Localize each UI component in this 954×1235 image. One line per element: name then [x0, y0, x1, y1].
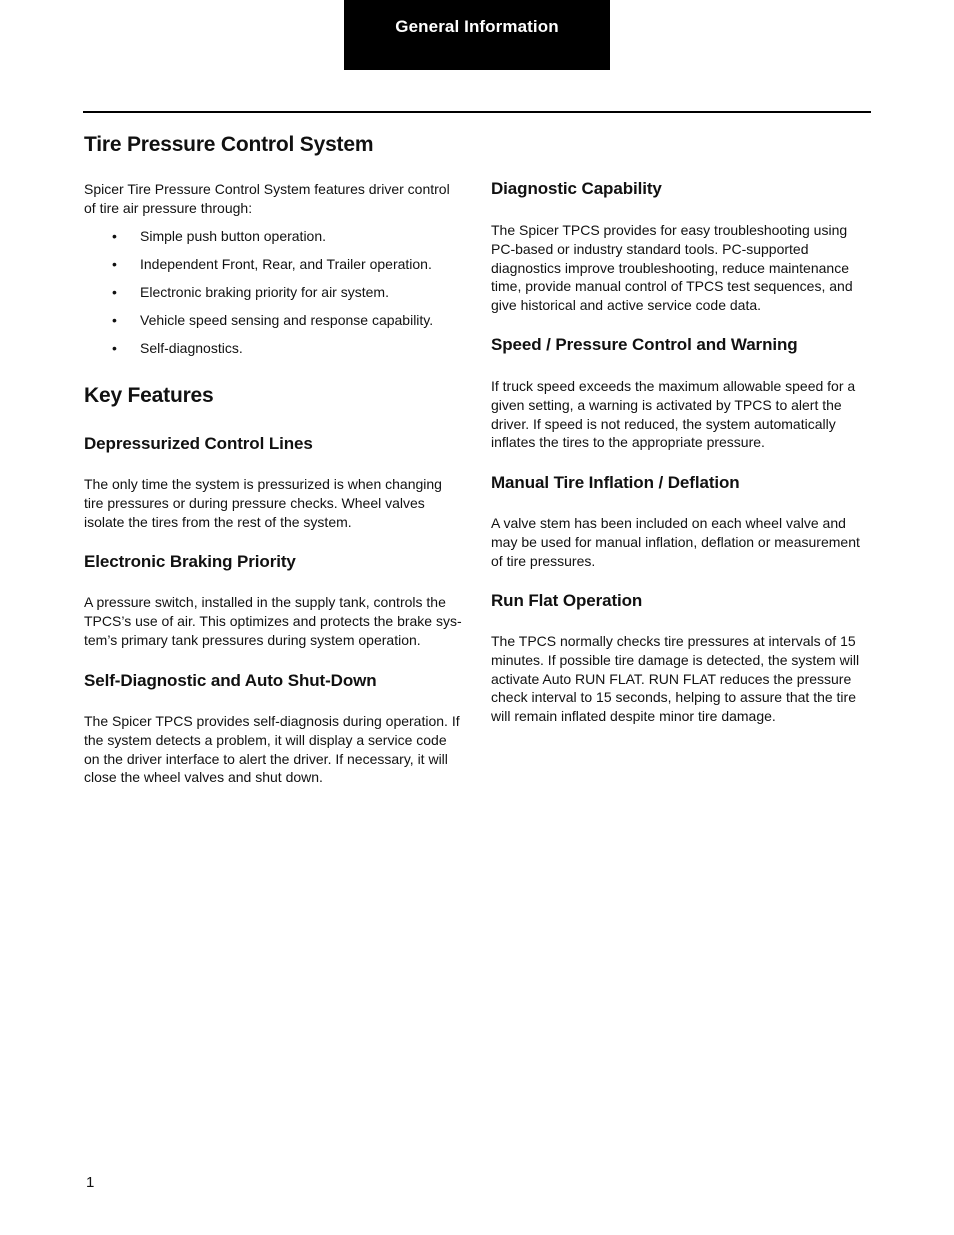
key-features-title: Key Features — [84, 384, 214, 407]
section-body: The Spicer TPCS provides for easy troubleshooting using PC-based or industry standard tools. PC-supported diagnostics improve troubleshooting, reduce maintenance time, provide manual control of TPCS test sequences, and give historical and active service code data. — [491, 222, 853, 314]
section-body: The TPCS normally checks tire pressures at intervals of 15 minutes. If possible tire damage is detected, the system will activate Auto RUN FLAT. RUN FLAT reduces the pressure check interval to 15 seconds, helping to assure that the tire will remain inflated despite minor tire damage. — [491, 633, 860, 725]
section-heading: Diagnostic Capability — [491, 179, 662, 198]
section-heading: Run Flat Operation — [491, 591, 643, 610]
header-rule — [83, 111, 871, 113]
feature-list — [84, 227, 433, 367]
intro-paragraph: Spicer Tire Pressure Control System features driver control of tire air pressure through: — [84, 181, 450, 216]
list-item: • Self-diagnostics. — [112, 340, 243, 356]
section-body: The only time the system is pressurized is when changing tire pressures or during pressure checks. Wheel valves isolate the tires from the rest of the system. — [84, 476, 442, 530]
section-tab — [344, 0, 610, 70]
list-item: • Electronic braking priority for air system. — [112, 284, 389, 300]
list-item: • Independent Front, Rear, and Trailer operation. — [112, 256, 432, 272]
page-title: Tire Pressure Control System — [84, 133, 374, 156]
section-body: A valve stem has been included on each wheel valve and may be used for manual inflation, deflation or measurement of tire pressures. — [491, 515, 860, 569]
section-heading: Speed / Pressure Control and Warning — [491, 335, 798, 354]
section-tab-label: General Information — [395, 17, 559, 36]
section-heading: Electronic Braking Priority — [84, 552, 296, 571]
section-heading: Self-Diagnostic and Auto Shut-Down — [84, 671, 377, 690]
section-heading: Depressurized Control Lines — [84, 434, 313, 453]
section-heading: Manual Tire Inflation / Deflation — [491, 473, 740, 492]
section-body: A pressure switch, installed in the supply tank, controls the TPCS’s use of air. This optimizes and protects the brake sys-tem’s primary tank pressures during system operation. — [84, 594, 462, 648]
page-number: 1 — [86, 1174, 95, 1191]
list-item: • Vehicle speed sensing and response capability. — [112, 312, 434, 328]
section-body: If truck speed exceeds the maximum allowable speed for a given setting, a warning is activated by TPCS to alert the driver. If speed is not reduced, the system automatically inflates the tires to the appropriate pressure. — [491, 378, 856, 451]
section-body: The Spicer TPCS provides self-diagnosis during operation. If the system detects a problem, it will display a service code on the driver interface to alert the driver. If necessary, it will close the wheel valves and shut down. — [84, 713, 460, 786]
list-item: • Simple push button operation. — [112, 228, 327, 244]
